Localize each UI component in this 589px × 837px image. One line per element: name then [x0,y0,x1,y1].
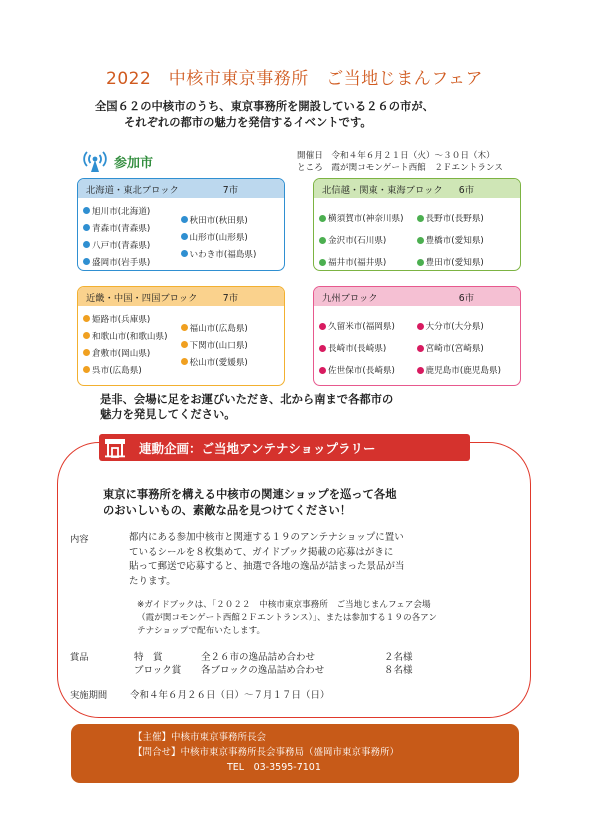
city-item [417,229,515,251]
rally-title: 連動企画：ご当地アンテナショップラリー [139,440,376,456]
block-header [314,179,520,198]
city-item [83,253,181,270]
shop-icon [104,438,126,458]
prize-desc: 各ブロックの逸品詰め合わせ [201,665,325,676]
period-text: 令和４年６月２６日（日）～７月１７日（日） [130,690,330,701]
city-item [83,361,181,378]
city-name: 福山市(広島県) [189,323,248,334]
prize-qty: ８名様 [384,665,413,676]
city-name: 旭川市(北海道) [92,206,151,217]
bullet-dot-icon [181,324,188,331]
content-label: 内容 [70,534,89,545]
bullet-dot-icon [417,215,424,222]
prize-name: ブロック賞 [134,665,182,676]
footer-contact: 【問合せ】中核市東京事務所長会事務局（盛岡市東京事務所） [133,747,400,758]
content-text [129,531,499,589]
intro-line-1: 全国６２の中核市のうち、東京事務所を開設している２６の市が、 [95,100,434,113]
block-count: 7市 [222,184,238,196]
invite-text [100,392,393,422]
block-name: 北海道・東北ブロック [86,184,179,196]
bullet-dot-icon [83,349,90,356]
prize-qty: ２名様 [384,652,413,663]
block-kinki-chugoku-shikoku [77,286,285,386]
city-name: 豊橋市(愛知県) [425,236,484,246]
city-name: 鹿児島市(鹿児島県) [425,366,501,376]
city-item [319,207,417,229]
event-info [297,150,503,174]
city-item [319,229,417,251]
city-item [83,344,181,361]
prize-label: 賞品 [70,652,89,663]
block-count: 7市 [222,292,238,304]
note-line: （霞が関コモンゲート西館２Ｆエントランス）」、または参加する１９の各アン [137,613,438,623]
footer-box [71,724,519,783]
bullet-dot-icon [181,341,188,348]
bullet-dot-icon [181,358,188,365]
city-name: 倉敷市(岡山県) [92,348,151,359]
invite-line-2: 魅力を発見してください。 [100,408,236,421]
city-item [319,315,417,337]
city-name: 盛岡市(岩手県) [92,257,151,268]
city-item [83,219,181,236]
city-name: 大分市(大分県) [425,322,484,332]
bullet-dot-icon [83,332,90,339]
city-name: 山形市(山形県) [189,232,248,243]
city-item [181,353,279,370]
block-header [78,179,284,198]
city-item [319,359,417,381]
footer-tel: TEL 03-3595-7101 [227,762,321,773]
city-name: いわき市(福島県) [189,249,257,260]
block-count: 6市 [458,184,474,196]
bullet-dot-icon [319,237,326,244]
block-header [78,287,284,306]
city-item [319,251,417,271]
guidebook-note [137,599,497,638]
bullet-dot-icon [319,215,326,222]
city-name: 横須賀市(神奈川県) [328,214,404,224]
bullet-dot-icon [181,250,188,257]
city-name: 和歌山市(和歌山県) [92,331,168,342]
city-item [83,202,181,219]
page-title: 2022 中核市東京事務所 ご当地じまんフェア [106,69,483,89]
prize-name: 特 賞 [134,652,163,663]
block-name: 近畿・中国・四国ブロック [86,292,198,304]
city-name: 久留米市(福岡県) [328,322,395,332]
city-name: 佐世保市(長崎県) [328,366,395,376]
bullet-dot-icon [83,224,90,231]
antenna-icon [80,148,110,174]
bullet-dot-icon [417,237,424,244]
period-label: 実施期間 [70,690,108,701]
rally-lead [103,487,397,519]
city-item [83,236,181,253]
city-item [181,319,279,336]
rally-lead-line-2: のおいしいもの、素敵な品を見つけてください！ [103,504,352,517]
event-date: 令和４年６月２１日（火）～３０日（木） [331,151,495,161]
bullet-dot-icon [417,259,424,266]
bullet-dot-icon [319,345,326,352]
city-name: 長崎市(長崎県) [328,344,387,354]
block-name: 北信越・関東・東海ブロック [322,184,443,196]
content-line: 都内にある参加中核市と関連する１９のアンテナショップに置い [129,532,404,543]
bullet-dot-icon [319,323,326,330]
bullet-dot-icon [83,315,90,322]
content-line: たります。 [129,575,176,587]
city-item [417,337,515,359]
prize-desc: 全２６市の逸品詰め合わせ [201,652,316,663]
city-item [417,315,515,337]
place-label: ところ [297,163,323,173]
city-item [417,359,515,381]
city-item [417,207,515,229]
city-item [319,337,417,359]
bullet-dot-icon [417,345,424,352]
date-label: 開催日 [297,151,323,161]
city-name: 姫路市(兵庫県) [92,314,151,325]
city-name: 下関市(山口県) [189,340,248,351]
city-item [83,327,181,344]
bullet-dot-icon [417,367,424,374]
footer-host: 【主催】中核市東京事務所長会 [133,732,267,743]
city-name: 金沢市(石川県) [328,236,387,246]
bullet-dot-icon [181,216,188,223]
bullet-dot-icon [83,241,90,248]
block-hokushinetsu-kanto-tokai [313,178,521,271]
event-place: 霞が関コモンゲート西館 ２Ｆエントランス [331,163,503,173]
city-name: 秋田市(秋田県) [189,215,248,226]
city-item [181,336,279,353]
rally-lead-line-1: 東京に事務所を構える中核市の関連ショップを巡って各地 [103,488,397,501]
bullet-dot-icon [83,258,90,265]
block-kyushu [313,286,521,386]
bullet-dot-icon [417,323,424,330]
city-name: 福井市(福井県) [328,258,387,268]
city-item [417,251,515,271]
bullet-dot-icon [83,207,90,214]
city-item [83,310,181,327]
bullet-dot-icon [181,233,188,240]
intro-text [95,99,525,131]
city-item [181,245,279,262]
city-item [181,228,279,245]
prize-row-special [134,649,413,663]
city-name: 八戸市(青森県) [92,240,151,251]
participants-label: 参加市 [114,155,154,171]
note-line: テナショップで配布いたします。 [137,626,266,636]
note-line: ※ガイドブックは、「２０２２ 中核市東京事務所 ご当地じまんフェア会場 [137,600,431,610]
invite-line-1: 是非、会場に足をお運びいただき、北から南まで各都市の [100,393,394,406]
city-name: 青森市(青森県) [92,223,151,234]
city-name: 長野市(長野県) [425,214,484,224]
city-name: 松山市(愛媛県) [189,357,248,368]
city-item [181,211,279,228]
intro-line-2: それぞれの都市の魅力を発信するイベントです。 [124,116,372,129]
city-name: 豊田市(愛知県) [425,258,484,268]
prize-row-block [134,662,413,676]
bullet-dot-icon [83,366,90,373]
content-line: 貼って郵送で応募すると、抽選で各地の逸品が詰まった景品が当 [129,561,405,572]
bullet-dot-icon [319,259,326,266]
block-hokkaido-tohoku [77,178,285,271]
block-count: 6市 [458,292,474,304]
city-name: 呉市(広島県) [92,365,142,376]
participants-heading [80,148,153,174]
block-name: 九州ブロック [322,292,378,304]
content-line: ているシールを８枚集めて、ガイドブック掲載の応募はがきに [129,546,394,558]
rally-banner [99,434,470,461]
bullet-dot-icon [319,367,326,374]
block-header [314,287,520,306]
city-name: 宮崎市(宮崎県) [425,344,484,354]
